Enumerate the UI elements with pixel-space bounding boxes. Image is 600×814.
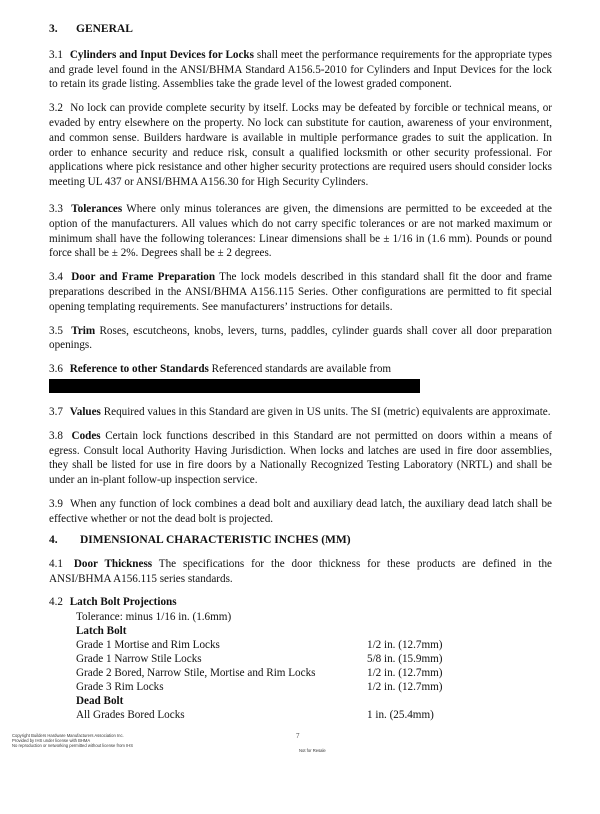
- table-row: [76, 666, 552, 680]
- row-value: 1 in. (25.4mm): [367, 709, 434, 722]
- paragraph-3-6-heading: Reference to other Standards: [69, 363, 209, 376]
- dead-bolt-heading: Dead Bolt: [76, 695, 124, 708]
- footer-line: Provided by IHS under license with BHMA: [12, 738, 91, 743]
- paragraph-3-3: 3.3 Tolerances Where only minus tolerances are given, the dimensions are permitted to be exceeded at the option of the manufacturers. All values which do not carry specific tolerances or are not marked maximum or minimum shall have the following tolerances: Linear dimensions shall be ± 1/16 in (1.6 mm). Pounds or pound force shall be ± 2%. Degrees shall be ± 2 degrees.: [49, 202, 552, 260]
- table-row: [76, 652, 552, 666]
- section-heading-3: 3. GENERAL: [49, 23, 133, 35]
- redaction-bar: [49, 379, 420, 393]
- paragraph-3-9: 3.9 When any function of lock combines a dead bolt and auxiliary dead latch, the auxiliary dead latch shall be effective whether or not the dead bolt is projected.: [49, 497, 552, 525]
- paragraph-3-5: 3.5 Trim Roses, escutcheons, knobs, levers, turns, paddles, cylinder guards shall cover all door preparation openings.: [49, 324, 553, 352]
- row-label: All Grades Bored Locks: [76, 709, 185, 722]
- paragraph-3-5-heading: Trim: [71, 324, 96, 337]
- not-for-resale-note: Not for Resale: [299, 748, 326, 753]
- paragraph-3-1: 3.1 Cylinders and Input Devices for Locks shall meet the performance requirements for the appropriate types and grade level found in the ANSI/BHMA Standard A156.5-2010 for Cylinders and Input Devices for the lock to retain its grade listing. Assemblies take the grade level of the lowest graded component.: [49, 48, 552, 91]
- row-value: 5/8 in. (15.9mm): [367, 652, 443, 665]
- footer-line: Copyright Builders Hardware Manufacturers Association Inc.: [12, 733, 124, 738]
- paragraph-3-8-heading: Codes: [71, 429, 101, 442]
- paragraph-4-1: 4.1 Door Thickness The specifications for the door thickness for these products are defined in the ANSI/BHMA A156.115 series standards.: [49, 558, 553, 586]
- table-row: [76, 680, 552, 694]
- paragraph-3-8: 3.8 Codes Certain lock functions described in this Standard are not permitted on doors within a means of egress. Consult local Authority Having Jurisdiction. When locks and latches are used in fire door assemblies, they shall be listed for use in fire doors by a Nationally Recognized Testing Laboratory (NRTL) and shall be under an in-plant follow-up inspection service.: [49, 429, 552, 487]
- paragraph-3-7-heading: Values: [69, 405, 101, 418]
- copyright-footer: [12, 733, 133, 748]
- row-label: Grade 3 Rim Locks: [76, 681, 164, 694]
- table-row: [76, 638, 552, 652]
- tolerance-note: Tolerance: minus 1/16 in. (1.6mm): [76, 610, 232, 623]
- paragraph-4-2: 4.2 Latch Bolt Projections: [49, 595, 177, 608]
- paragraph-3-4-heading: Door and Frame Preparation: [71, 271, 216, 284]
- paragraph-3-7: 3.7 Values Required values in this Standard are given in US units. The SI (metric) equivalents are approximate.: [49, 405, 551, 418]
- paragraph-3-3-heading: Tolerances: [71, 202, 123, 215]
- row-label: Grade 2 Bored, Narrow Stile, Mortise and Rim Locks: [76, 667, 316, 680]
- latch-bolt-heading: Latch Bolt: [76, 624, 127, 637]
- paragraph-3-4: 3.4 Door and Frame Preparation The lock models described in this standard shall fit the door and frame preparations described in the ANSI/BHMA A156.115 Series. Other configurations are permitted to fit special opening templating requirements. See manufacturers’ instructions for details.: [49, 271, 552, 313]
- row-label: Grade 1 Narrow Stile Locks: [76, 652, 202, 665]
- footer-line: No reproduction or networking permitted without license from IHS: [12, 743, 134, 748]
- row-value: 1/2 in. (12.7mm): [367, 667, 443, 680]
- paragraph-4-1-heading: Door Thickness: [73, 558, 153, 571]
- paragraph-4-2-heading: Latch Bolt Projections: [69, 595, 177, 608]
- row-value: 1/2 in. (12.7mm): [367, 681, 443, 694]
- paragraph-3-2: 3.2 No lock can provide complete security by itself. Locks may be defeated by forcible or technical means, or evaded by entry elsewhere on the property. No lock can substitute for caution, awareness of your environment, and common sense. Builders hardware is available in multiple performance grades to suit the application. In order to enhance security and reduce risk, consult a qualified locksmith or other security professional. For applications where pick resistance and other higher security protections are required users should consider locks meeting UL 437 or ANSI/BHMA A156.30 for High Security Cylinders.: [49, 102, 552, 189]
- row-value: 1/2 in. (12.7mm): [367, 638, 443, 651]
- page-number: 7: [296, 732, 300, 740]
- row-label: Grade 1 Mortise and Rim Locks: [76, 638, 220, 651]
- latch-bolt-table: [76, 610, 552, 723]
- section-heading-4: 4. DIMENSIONAL CHARACTERISTIC INCHES (MM): [49, 533, 351, 546]
- document-page: [49, 22, 552, 722]
- paragraph-3-1-heading: Cylinders and Input Devices for Locks: [69, 48, 254, 61]
- paragraph-3-6: 3.6 Reference to other Standards Referenced standards are available from: [49, 363, 392, 376]
- table-row: [76, 708, 552, 722]
